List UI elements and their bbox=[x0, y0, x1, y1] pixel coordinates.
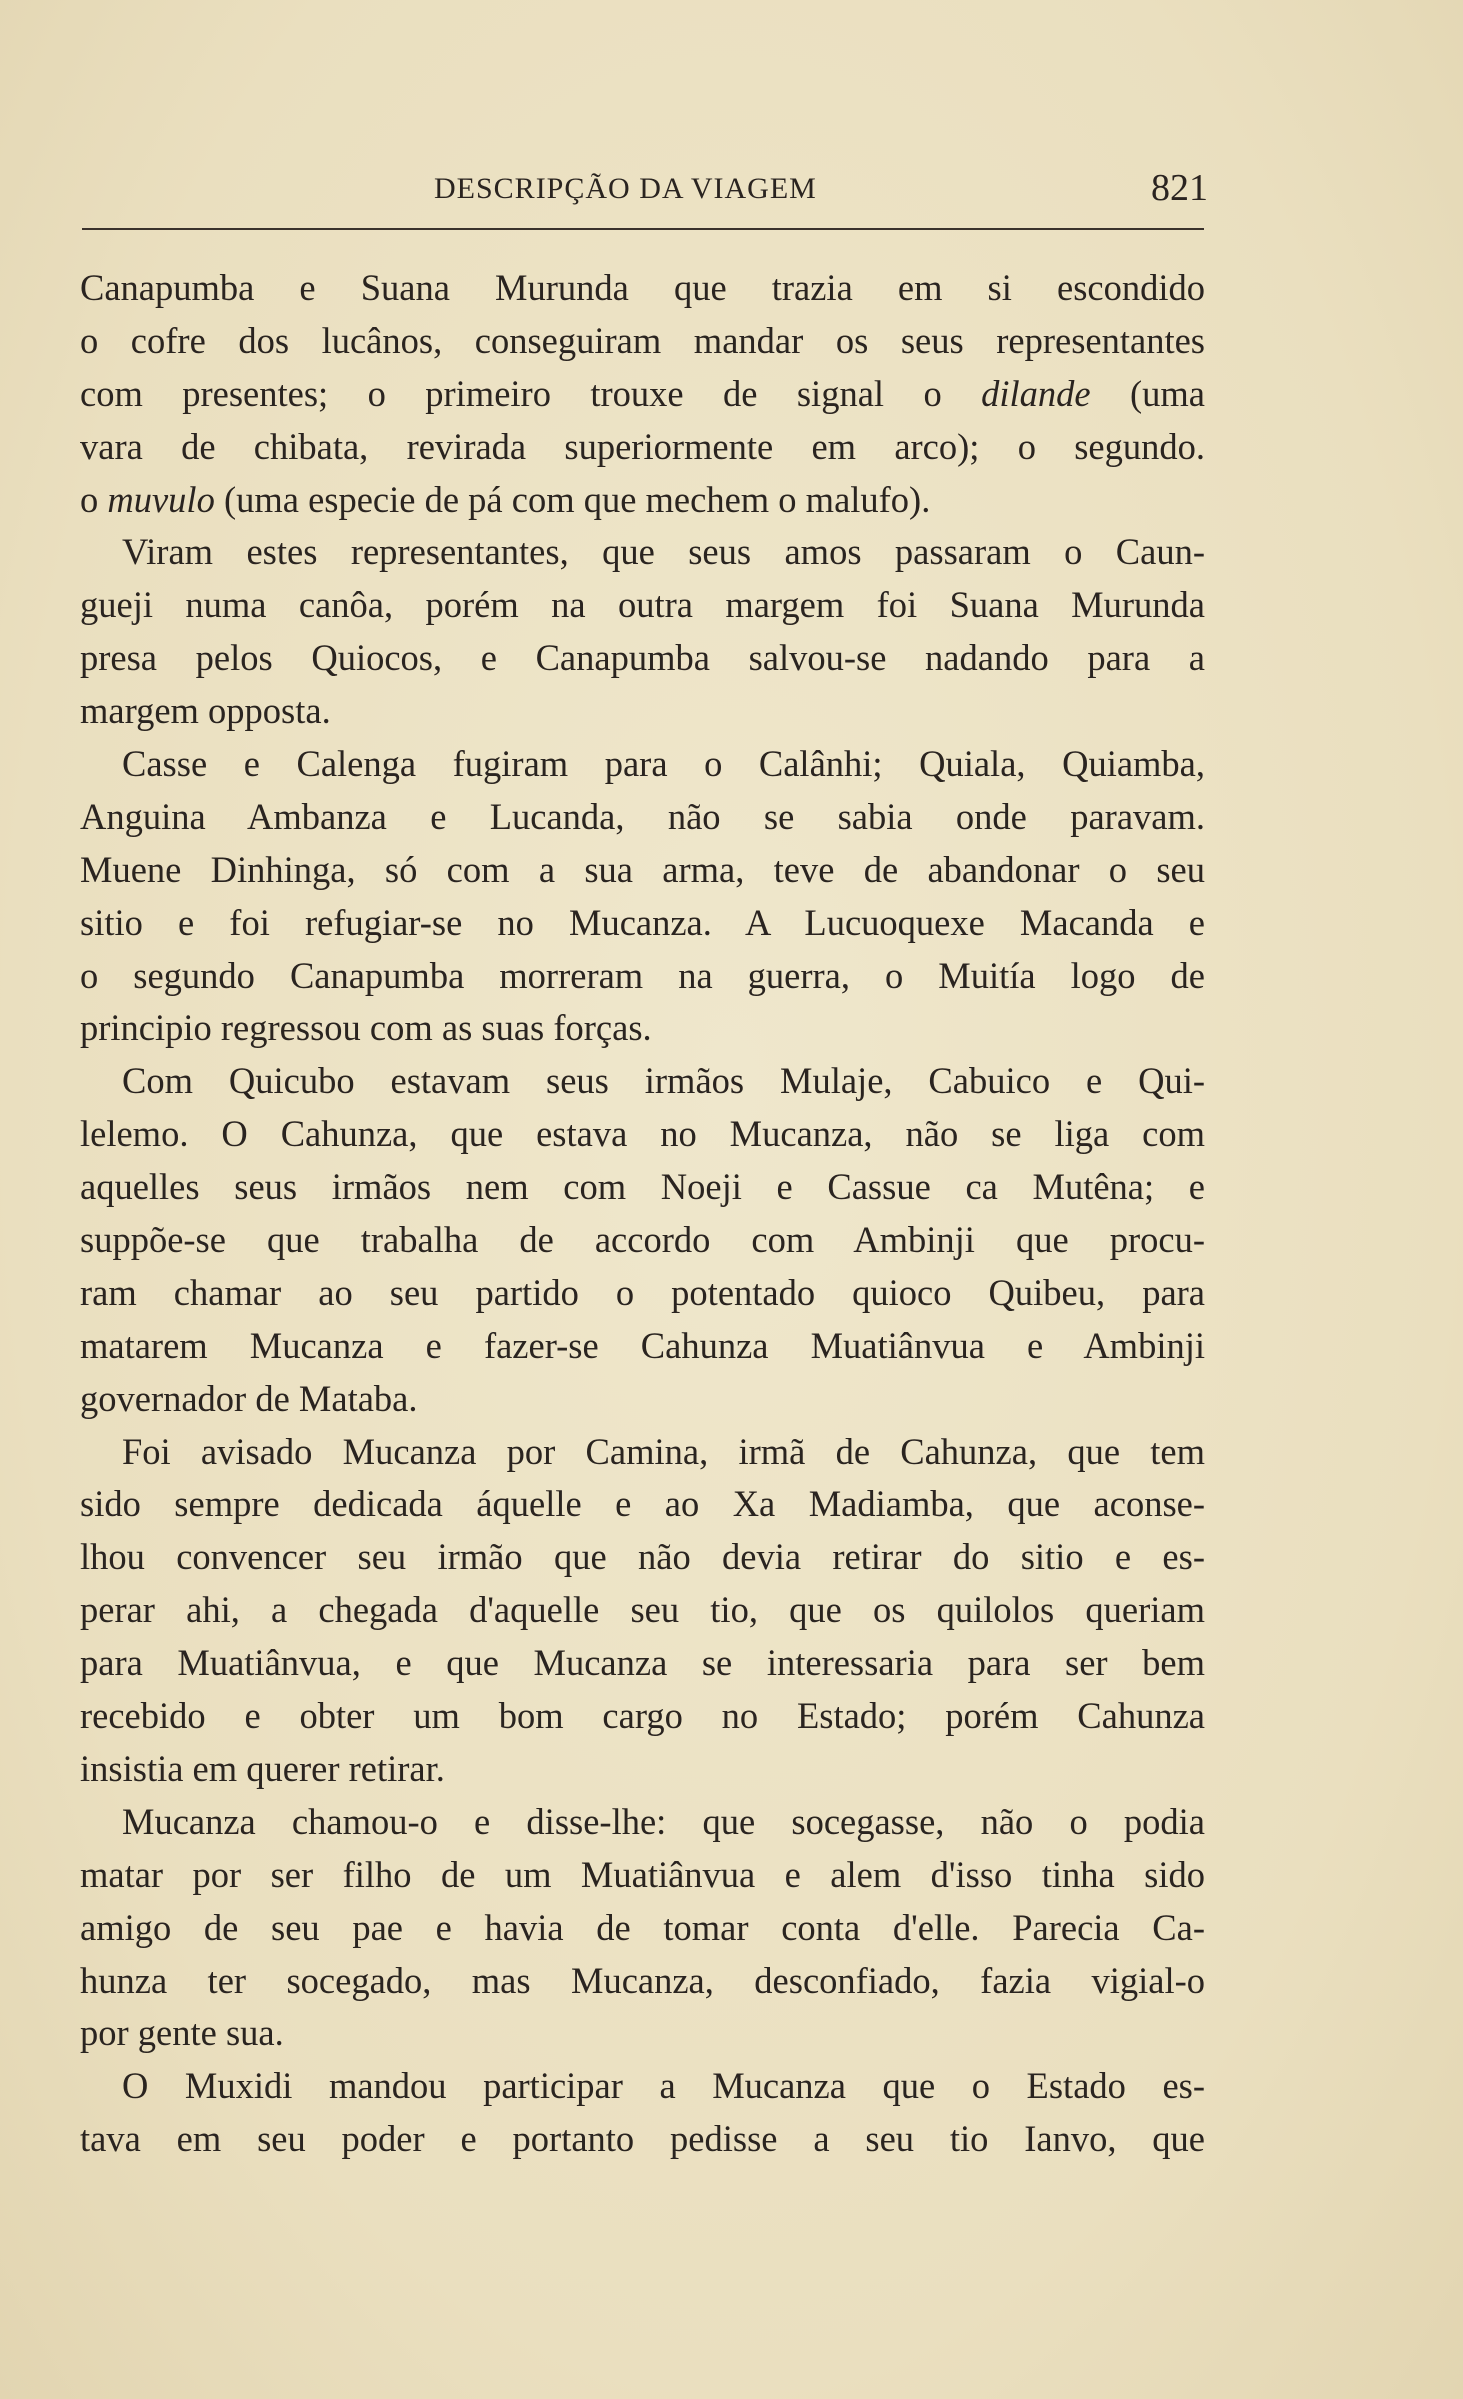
paragraph-start: Foi avisado Mucanza por Camina, irmã de Cahunza, que tem bbox=[122, 1430, 1205, 1472]
text-line: para Muatiânvua, e que Mucanza se interessaria para ser bem bbox=[80, 1642, 1205, 1684]
page-number: 821 bbox=[1151, 167, 1208, 209]
text-line: governador de Mataba. bbox=[80, 1377, 418, 1419]
text-line: presa pelos Quiocos, e Canapumba salvou-se nadando para a bbox=[80, 637, 1205, 679]
body-text bbox=[80, 262, 1205, 2166]
text-line: vara de chibata, revirada superiormente em arco); o segundo. bbox=[80, 425, 1205, 467]
text-line: lelemo. O Cahunza, que estava no Mucanza, não se liga com bbox=[80, 1113, 1205, 1155]
running-title: DESCRIPÇÃO DA VIAGEM bbox=[434, 172, 817, 205]
text-line: o muvulo (uma especie de pá com que mechem o malufo). bbox=[80, 478, 931, 520]
text-line: Muene Dinhinga, só com a sua arma, teve de abandonar o seu bbox=[80, 848, 1205, 890]
paragraph-start: Viram estes representantes, que seus amos passaram o Caun- bbox=[122, 531, 1205, 573]
text-line: sido sempre dedicada áquelle e ao Xa Madiamba, que aconse- bbox=[80, 1483, 1205, 1525]
text-line: hunza ter socegado, mas Mucanza, desconfiado, fazia vigial-o bbox=[80, 1959, 1205, 2001]
text-line: por gente sua. bbox=[80, 2012, 284, 2054]
text-line: amigo de seu pae e havia de tomar conta d'elle. Parecia Ca- bbox=[80, 1906, 1205, 1948]
text-line: recebido e obter um bom cargo no Estado; porém Cahunza bbox=[80, 1695, 1205, 1737]
text-line: gueji numa canôa, porém na outra margem foi Suana Murunda bbox=[80, 584, 1205, 626]
italic-term: dilande bbox=[981, 372, 1091, 414]
text-line: o segundo Canapumba morreram na guerra, o Muitía logo de bbox=[80, 954, 1205, 996]
paragraph-start: Com Quicubo estavam seus irmãos Mulaje, Cabuico e Qui- bbox=[122, 1060, 1205, 1102]
italic-term: muvulo bbox=[107, 478, 215, 520]
text-line: matar por ser filho de um Muatiânvua e alem d'isso tinha sido bbox=[80, 1853, 1205, 1895]
text-line: margem opposta. bbox=[80, 690, 331, 732]
text-line: aquelles seus irmãos nem com Noeji e Cassue ca Mutêna; e bbox=[80, 1166, 1205, 1208]
paragraph-start: Casse e Calenga fugiram para o Calânhi; Quiala, Quiamba, bbox=[122, 743, 1205, 785]
header-rule bbox=[82, 228, 1204, 230]
text-line: principio regressou com as suas forças. bbox=[80, 1007, 652, 1049]
text-line: lhou convencer seu irmão que não devia retirar do sitio e es- bbox=[80, 1536, 1205, 1578]
text-line: Anguina Ambanza e Lucanda, não se sabia onde paravam. bbox=[80, 795, 1205, 837]
paragraph-start: O Muxidi mandou participar a Mucanza que o Estado es- bbox=[122, 2065, 1205, 2107]
text-line: insistia em querer retirar. bbox=[80, 1747, 445, 1789]
text-line: perar ahi, a chegada d'aquelle seu tio, que os quilolos queriam bbox=[80, 1589, 1205, 1631]
text-line: ram chamar ao seu partido o potentado quioco Quibeu, para bbox=[80, 1271, 1205, 1313]
text-line: tava em seu poder e portanto pedisse a seu tio Ianvo, que bbox=[80, 2118, 1205, 2160]
text-line: suppõe-se que trabalha de accordo com Ambinji que procu- bbox=[80, 1219, 1205, 1261]
text-line: com presentes; o primeiro trouxe de signal o dilande (uma bbox=[80, 372, 1205, 414]
text-line: Canapumba e Suana Murunda que trazia em si escondido bbox=[80, 267, 1205, 308]
paragraph-start: Mucanza chamou-o e disse-lhe: que socegasse, não o podia bbox=[122, 1800, 1205, 1842]
text-line: sitio e foi refugiar-se no Mucanza. A Lucuoquexe Macanda e bbox=[80, 901, 1205, 943]
text-line: o cofre dos lucânos, conseguiram mandar os seus representantes bbox=[80, 319, 1205, 361]
text-line: matarem Mucanza e fazer-se Cahunza Muatiânvua e Ambinji bbox=[80, 1324, 1205, 1366]
running-head bbox=[78, 166, 1208, 216]
